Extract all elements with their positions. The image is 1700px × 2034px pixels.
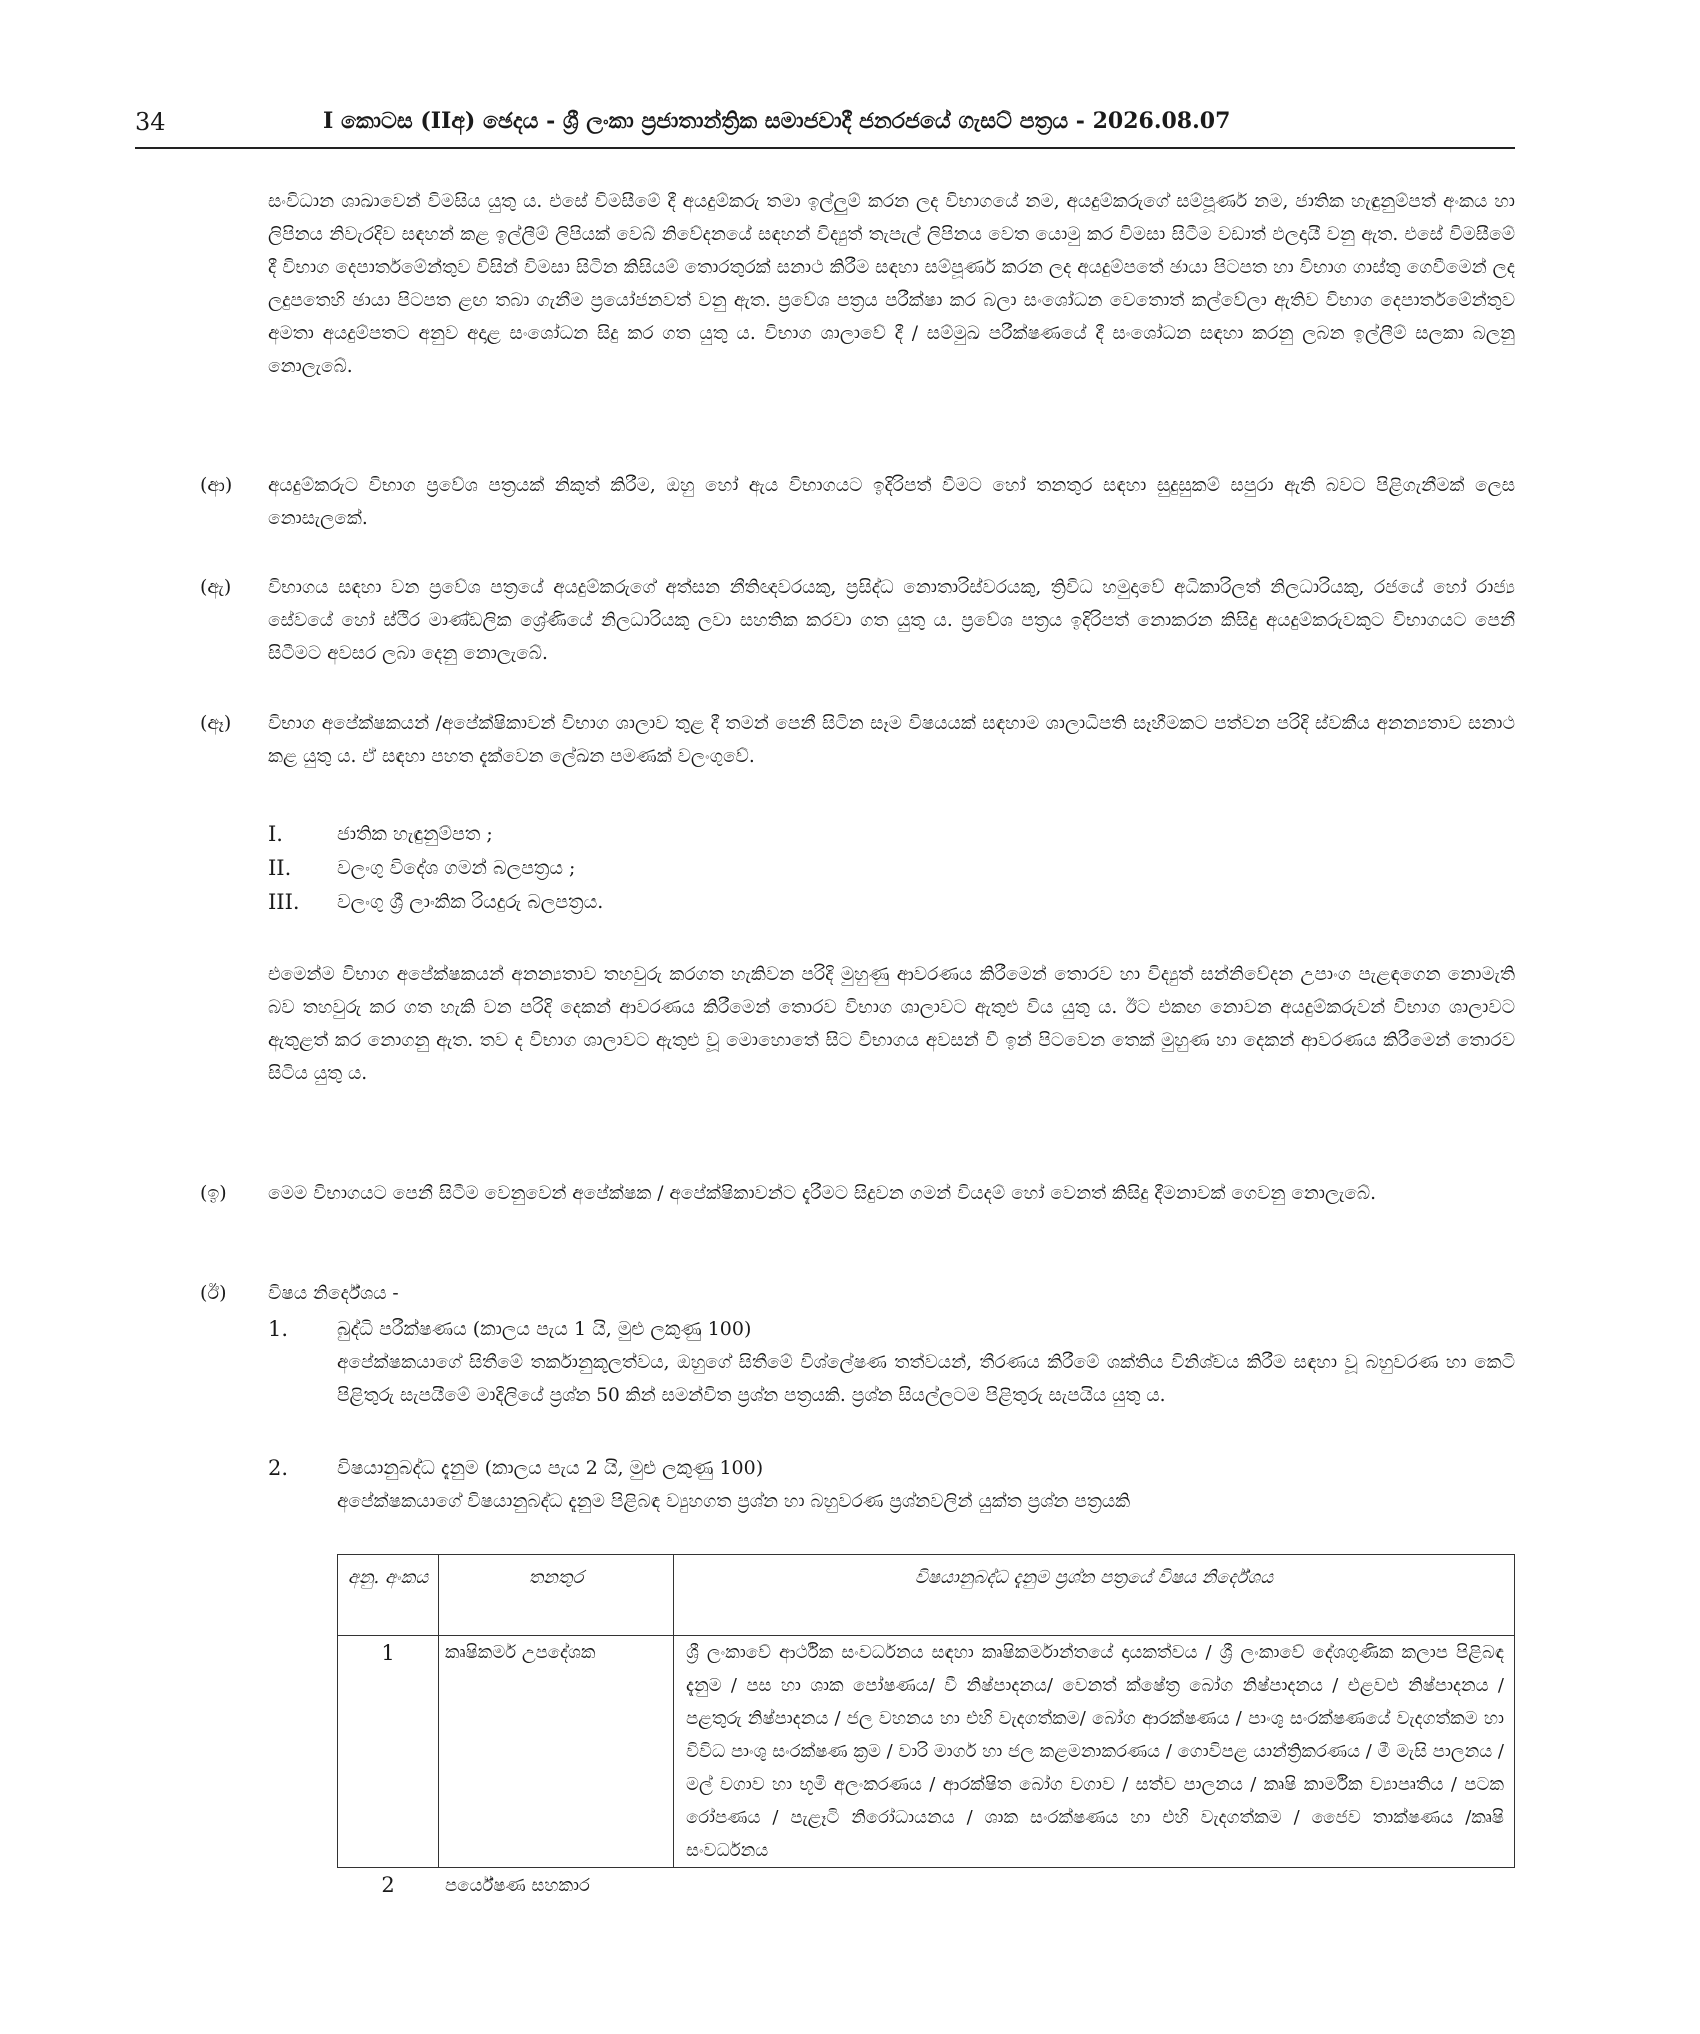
table-header-row bbox=[338, 1555, 1515, 1636]
row-number-cell bbox=[338, 1636, 439, 1897]
column-header-post: තනතුර bbox=[439, 1555, 674, 1636]
page-number: 34 bbox=[135, 108, 166, 136]
paper-number: 2. bbox=[268, 1456, 289, 1480]
list-number: I. bbox=[268, 822, 283, 846]
section-label: (ආ) bbox=[200, 474, 233, 496]
paper-title: බුද්ධි පරීක්ෂණය (කාලය පැය 1 යි, මුළු ලකුණු 100) bbox=[337, 1318, 752, 1340]
column-header-syllabus: විෂයානුබද්ධ දැනුම ප්‍රශ්න පත්‍රයේ විෂය නිර්දේශය bbox=[674, 1555, 1515, 1636]
post-name: කෘෂිකර්ම උපදේශක bbox=[445, 1642, 596, 1663]
syllabus-heading: විෂය නිර්දේශය - bbox=[268, 1283, 399, 1304]
gazette-title: I කොටස (IIඅ) ඡෙදය - ශ්‍රී ලංකා ප්‍රජාතාන්ත්‍රික සමාජවාදී ජනරජයේ ගැසට් පත්‍රය - 2026.08.07 bbox=[323, 108, 1231, 134]
paper-title: විෂයානුබද්ධ දැනුම (කාලය පැය 2 යි, මුළු ලකුණු 100) bbox=[337, 1457, 764, 1479]
post-cell bbox=[439, 1636, 674, 1896]
list-item: වලංගු ශ්‍රී ලාංකික රියදුරු බලපත්‍රය. bbox=[337, 891, 604, 913]
row-number: 1 bbox=[381, 1641, 395, 1665]
page-header bbox=[135, 108, 1515, 148]
section-label: (ඇ) bbox=[200, 576, 232, 598]
section-text: විභාග අපේක්ෂකයන් /අපේක්ෂිකාවන් විභාග ශාලාව තුළ දී තමන් පෙනී සිටින සෑම විෂයයක් සඳහාම ශාලාධිපති සෑහීමකට පත්වන පරිදි ස්වකීය අනන්‍යතාව සනාථ කළ යුතු ය. ඒ සඳහා පහත දැක්වෙන ලේඛන පමණක් වලංගුවේ. bbox=[268, 713, 1515, 767]
syllabus-cell: ශ්‍රී ලංකාවේ ආර්ථික සංවර්ධනය සඳහා කෘෂිකර්මාන්තයේ දායකත්වය / ශ්‍රී ලංකාවේ දේශගුණික කලාප පිළිබඳ දැනුම / පස හා ශාක පෝෂණය/ වී නිෂ්පාදනය/ වෙනත් ක්ෂේත්‍ර බෝග නිෂ්පාදනය / එළවළු නිෂ්පාදනය / පළතුරු නිෂ්පාදනය / ජල වහනය හා එහි වැදගත්කම/ බෝග ආරක්ෂණය / පාංශු සංරක්ෂණයේ වැදගත්කම හා විවිධ පාංශු සංරක්ෂණ ක්‍රම / වාරි මාර්ග හා ජල කළමනාකරණය / ගොවිපළ යාන්ත්‍රිකරණය / මී මැසි පාලනය / මල් වගාව හා භූමි අලංකරණය / ආරක්ෂිත බෝග වගාව / සත්ව පාලනය / කෘෂි කාර්මික ව්‍යාපෘතිය / පටක රෝපණය / පැළෑටි නිරෝධායනය / ශාක සංරක්ෂණය හා එහි වැදගත්කම / ජෛව තාක්ෂණය /කෘෂි සංවර්ධනය bbox=[674, 1636, 1515, 1868]
column-header-number: අනු. අංකය bbox=[338, 1555, 439, 1636]
intro-paragraph: සංවිධාන ශාඛාවෙන් විමසිය යුතු ය. එසේ විමසීමේ දී අයදුම්කරු තමා ඉල්ලුම් කරන ලද විභාගයේ නම, අයදුම්කරුගේ සම්පූර්ණ නම, ජාතික හැඳුනුම්පත් අංකය හා ලිපිනය නිවැරදිව සඳහන් කළ ඉල්ලීම් ලිපියක් වෙබ් නිවේදනයේ සඳහන් විද්‍යුත් තැපැල් ලිපිනය වෙත යොමු කර විමසා සිටීම වඩාත් ඵලදායී වනු ඇත. එසේ විමසීමේ දී විභාග දෙපාර්තමේන්තුව විසින් විමසා සිටින කිසියම් තොරතුරක් සනාථ කිරීම සඳහා සම්පූර්ණ කරන ලද අයදුම්පතේ ඡායා පිටපත හා විභාග ගාස්තු ගෙවීමෙන් ලද ලදුපතෙහි ඡායා පිටපත ළඟ තබා ගැනීම ප්‍රයෝජනවත් වනු ඇත. ප්‍රවේශ පත්‍රය පරීක්ෂා කර බලා සංශෝධන වෙතොත් කල්වේලා ඇතිව විභාග දෙපාර්තමේන්තුව අමතා අයදුම්පතට අනුව අදාළ සංශෝධන සිදු කර ගත යුතු ය. විභාග ශාලාවේ දී / සම්මුඛ පරීක්ෂණයේ දී සංශෝධන සඳහා කරනු ලබන ඉල්ලීම් සලකා බලනු නොලැබේ. bbox=[268, 191, 1515, 377]
paper-description: අපේක්ෂකයාගේ සිතීමේ තර්කානුකූලත්වය, ඔහුගේ සිතීමේ විශ්ලේෂණ තත්වයන්, තීරණය කිරීමේ ශක්තිය විනිශ්චය කිරීම සඳහා වූ බහුවරණ හා කෙටි පිළිතුරු සැපයීමේ මාදිලියේ ප්‍රශ්න 50 කින් සමන්විත ප්‍රශ්න පත්‍රයකි. ප්‍රශ්න සියල්ලටම පිළිතුරු සැපයිය යුතු ය. bbox=[337, 1352, 1515, 1406]
section-label: (ඈ) bbox=[200, 712, 232, 734]
section-text: අයදුම්කරුට විභාග ප්‍රවේශ පත්‍රයක් නිකුත් කිරීම, ඔහු හෝ ඇය විභාගයට ඉදිරිපත් වීමට හෝ තනතුර සඳහා සුදුසුකම් සපුරා ඇති බවට පිළිගැනීමක් ලෙස නොසැලකේ. bbox=[268, 475, 1515, 529]
paper-number: 1. bbox=[268, 1317, 289, 1341]
section-text: මෙම විභාගයට පෙනී සිටීම වෙනුවෙන් අපේක්ෂක / අපේක්ෂිකාවන්ට දැරීමට සිදුවන ගමන් වියදම් හෝ වෙනත් කිසිදු දීමනාවක් ගෙවනු නොලැබේ. bbox=[268, 1183, 1376, 1204]
syllabus-table bbox=[337, 1554, 1515, 1897]
header-divider bbox=[135, 147, 1515, 149]
table-row bbox=[338, 1636, 1515, 1868]
list-number: II. bbox=[268, 856, 292, 880]
section-text: විභාගය සඳහා වන ප්‍රවේශ පත්‍රයේ අයදුම්කරුගේ අත්සන නීතිඥවරයකු, ප්‍රසිද්ධ නොතාරිස්වරයකු, ත්‍රිවිධ හමුදාවේ අධිකාරිලත් නිලධාරියකු, රජයේ හෝ රාජ්‍ය සේවයේ හෝ ස්ථිර මාණ්ඩලික ශ්‍රේණියේ නිලධාරියකු ලවා සහතික කරවා ගත යුතු ය. ප්‍රවේශ පත්‍රය ඉදිරිපත් නොකරන කිසිදු අයදුම්කරුවකුට විභාගයට පෙනී සිටීමට අවසර ලබා දෙනු නොලැබේ. bbox=[268, 577, 1515, 664]
section-label: (ඉ) bbox=[200, 1182, 227, 1204]
list-item: වලංගු විදේශ ගමන් බලපත්‍රය ; bbox=[337, 857, 576, 879]
list-item: ජාතික හැඳුනුම්පත ; bbox=[337, 823, 493, 845]
section-label: (ඊ) bbox=[200, 1282, 227, 1304]
paper-description: අපේක්ෂකයාගේ විෂයානුබද්ධ දැනුම පිළිබඳ ව්‍යුහගත ප්‍රශ්න හා බහුවරණ ප්‍රශ්නවලින් යුක්ත ප්‍රශ්න පත්‍රයකි bbox=[337, 1491, 1131, 1512]
post-name: පර්යේෂණ සහකාර bbox=[445, 1875, 590, 1896]
face-cover-paragraph: එමෙන්ම විභාග අපේක්ෂකයන් අනන්‍යතාව තහවුරු කරගත හැකිවන පරිදි මුහුණු ආවරණය කිරීමෙන් තොරව හා විද්‍යුත් සන්නිවේදන උපාංග පැළඳගෙන නොමැති බව තහවුරු කර ගත හැකි වන පරිදි දෙකන් ආවරණය කිරීමෙන් තොරව විභාග ශාලාවට ඇතුළු විය යුතු ය. ඊට එකඟ නොවන අයදුම්කරුවන් විභාග ශාලාවට ඇතුළත් කර නොගනු ඇත. තව ද විභාග ශාලාවට ඇතුළු වූ මොහොතේ සිට විභාගය අවසන් වී ඉන් පිටවෙන තෙක් මුහුණ හා දෙකන් ආවරණය කිරීමෙන් තොරව සිටිය යුතු ය. bbox=[268, 964, 1515, 1084]
list-number: III. bbox=[268, 890, 300, 914]
row-number: 2 bbox=[381, 1873, 395, 1897]
